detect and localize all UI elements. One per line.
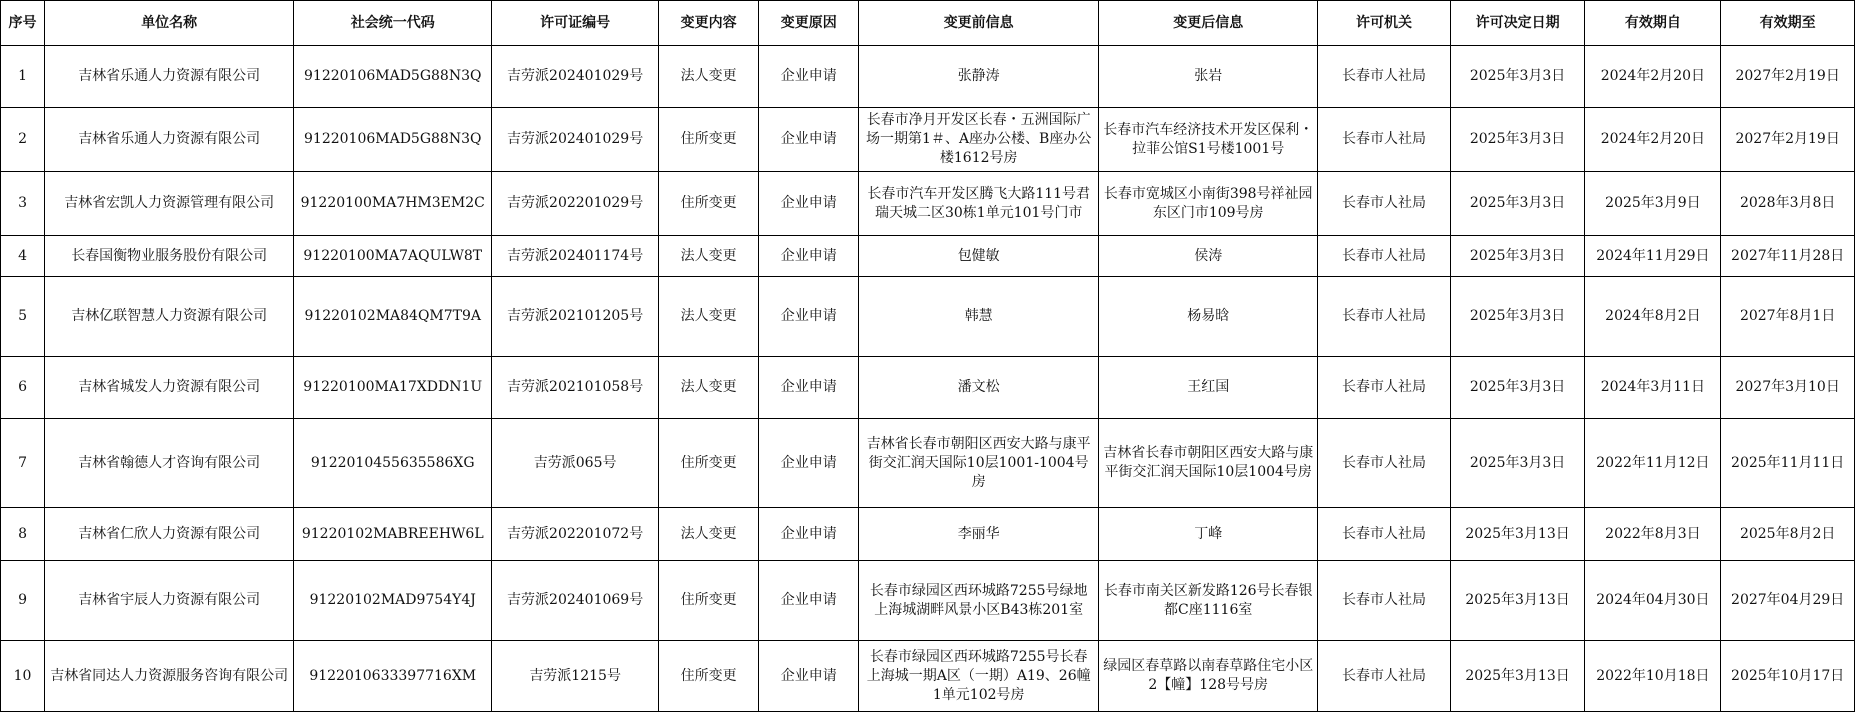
header-company-name: 单位名称 [45,1,294,46]
cell-decision-date: 2025年3月3日 [1450,277,1585,357]
cell-before-info: 包健敏 [859,236,1099,277]
cell-valid-from: 2024年2月20日 [1585,108,1721,172]
cell-license-number: 吉劳派202401174号 [492,236,659,277]
cell-after-info: 长春市宽城区小南街398号祥祉园东区门市109号房 [1099,172,1318,236]
table-row [1,46,1855,108]
cell-decision-date: 2025年3月3日 [1450,108,1585,172]
cell-change-reason: 企业申请 [759,419,859,508]
cell-change-reason: 企业申请 [759,357,859,419]
header-before-info: 变更前信息 [859,1,1099,46]
cell-decision-date: 2025年3月3日 [1450,419,1585,508]
header-row [1,1,1855,46]
cell-decision-date: 2025年3月13日 [1450,641,1585,712]
cell-credit-code: 91220102MAD9754Y4J [294,561,492,641]
cell-change-reason: 企业申请 [759,108,859,172]
cell-change-reason: 企业申请 [759,172,859,236]
header-after-info: 变更后信息 [1099,1,1318,46]
cell-valid-from: 2024年04月30日 [1585,561,1721,641]
cell-company-name: 吉林省乐通人力资源有限公司 [45,46,294,108]
cell-change-content: 住所变更 [659,419,759,508]
cell-company-name: 吉林省乐通人力资源有限公司 [45,108,294,172]
cell-valid-to: 2025年10月17日 [1721,641,1855,712]
cell-valid-from: 2024年3月11日 [1585,357,1721,419]
header-valid-to: 有效期至 [1721,1,1855,46]
table-row [1,236,1855,277]
table-row [1,508,1855,561]
cell-before-info: 吉林省长春市朝阳区西安大路与康平街交汇润天国际10层1001-1004号房 [859,419,1099,508]
cell-valid-to: 2025年11月11日 [1721,419,1855,508]
cell-change-content: 法人变更 [659,277,759,357]
cell-company-name: 吉林亿联智慧人力资源有限公司 [45,277,294,357]
cell-before-info: 张静涛 [859,46,1099,108]
cell-before-info: 长春市绿园区西环城路7255号长春上海城一期A区（一期）A19、26幢1单元102号房 [859,641,1099,712]
cell-decision-date: 2025年3月13日 [1450,508,1585,561]
cell-index: 7 [1,419,45,508]
table-row [1,277,1855,357]
cell-valid-to: 2027年11月28日 [1721,236,1855,277]
cell-decision-date: 2025年3月3日 [1450,172,1585,236]
cell-valid-to: 2028年3月8日 [1721,172,1855,236]
cell-valid-to: 2027年2月19日 [1721,46,1855,108]
cell-license-number: 吉劳派202101058号 [492,357,659,419]
cell-change-content: 住所变更 [659,108,759,172]
cell-authority: 长春市人社局 [1318,46,1450,108]
cell-after-info: 侯涛 [1099,236,1318,277]
cell-index: 6 [1,357,45,419]
cell-change-content: 法人变更 [659,508,759,561]
cell-valid-from: 2024年8月2日 [1585,277,1721,357]
table-row [1,357,1855,419]
cell-valid-from: 2024年11月29日 [1585,236,1721,277]
cell-company-name: 吉林省城发人力资源有限公司 [45,357,294,419]
cell-decision-date: 2025年3月3日 [1450,236,1585,277]
cell-after-info: 吉林省长春市朝阳区西安大路与康平街交汇润天国际10层1004号房 [1099,419,1318,508]
cell-index: 10 [1,641,45,712]
cell-change-content: 法人变更 [659,357,759,419]
header-valid-from: 有效期自 [1585,1,1721,46]
cell-index: 9 [1,561,45,641]
cell-change-content: 法人变更 [659,46,759,108]
cell-after-info: 杨易晗 [1099,277,1318,357]
cell-after-info: 王红国 [1099,357,1318,419]
header-credit-code: 社会统一代码 [294,1,492,46]
cell-credit-code: 91220100MA7AQULW8T [294,236,492,277]
header-decision-date: 许可决定日期 [1450,1,1585,46]
cell-credit-code: 91220100MA17XDDN1U [294,357,492,419]
cell-valid-to: 2025年8月2日 [1721,508,1855,561]
header-change-content: 变更内容 [659,1,759,46]
cell-valid-from: 2022年8月3日 [1585,508,1721,561]
table-row [1,108,1855,172]
cell-index: 1 [1,46,45,108]
cell-credit-code: 91220100MA7HM3EM2C [294,172,492,236]
cell-change-reason: 企业申请 [759,46,859,108]
cell-license-number: 吉劳派202401029号 [492,46,659,108]
cell-company-name: 吉林省宇辰人力资源有限公司 [45,561,294,641]
cell-credit-code: 9122010455635586XG [294,419,492,508]
cell-license-number: 吉劳派202401029号 [492,108,659,172]
cell-valid-from: 2022年10月18日 [1585,641,1721,712]
cell-company-name: 长春国衡物业服务股份有限公司 [45,236,294,277]
cell-index: 8 [1,508,45,561]
cell-license-number: 吉劳派1215号 [492,641,659,712]
cell-authority: 长春市人社局 [1318,277,1450,357]
cell-authority: 长春市人社局 [1318,641,1450,712]
cell-change-content: 住所变更 [659,561,759,641]
cell-before-info: 长春市汽车开发区腾飞大路111号君瑞天城二区30栋1单元101号门市 [859,172,1099,236]
cell-valid-to: 2027年04月29日 [1721,561,1855,641]
cell-license-number: 吉劳派202201029号 [492,172,659,236]
cell-authority: 长春市人社局 [1318,172,1450,236]
cell-after-info: 张岩 [1099,46,1318,108]
cell-credit-code: 91220106MAD5G88N3Q [294,108,492,172]
cell-authority: 长春市人社局 [1318,108,1450,172]
cell-valid-from: 2025年3月9日 [1585,172,1721,236]
cell-after-info: 长春市汽车经济技术开发区保利・拉菲公馆S1号楼1001号 [1099,108,1318,172]
table-row [1,419,1855,508]
cell-authority: 长春市人社局 [1318,508,1450,561]
cell-valid-to: 2027年3月10日 [1721,357,1855,419]
cell-decision-date: 2025年3月3日 [1450,357,1585,419]
cell-change-reason: 企业申请 [759,277,859,357]
cell-after-info: 丁峰 [1099,508,1318,561]
table-row [1,561,1855,641]
cell-before-info: 韩慧 [859,277,1099,357]
cell-decision-date: 2025年3月3日 [1450,46,1585,108]
cell-authority: 长春市人社局 [1318,236,1450,277]
cell-license-number: 吉劳派202401069号 [492,561,659,641]
cell-valid-from: 2022年11月12日 [1585,419,1721,508]
cell-change-content: 法人变更 [659,236,759,277]
cell-index: 5 [1,277,45,357]
cell-credit-code: 91220106MAD5G88N3Q [294,46,492,108]
header-change-reason: 变更原因 [759,1,859,46]
cell-credit-code: 91220102MA84QM7T9A [294,277,492,357]
cell-change-reason: 企业申请 [759,236,859,277]
cell-change-content: 住所变更 [659,641,759,712]
cell-decision-date: 2025年3月13日 [1450,561,1585,641]
cell-credit-code: 91220102MABREEHW6L [294,508,492,561]
cell-before-info: 长春市绿园区西环城路7255号绿地上海城湖畔风景小区B43栋201室 [859,561,1099,641]
cell-change-reason: 企业申请 [759,561,859,641]
cell-before-info: 潘文松 [859,357,1099,419]
cell-valid-to: 2027年8月1日 [1721,277,1855,357]
cell-company-name: 吉林省翰德人才咨询有限公司 [45,419,294,508]
cell-index: 3 [1,172,45,236]
cell-valid-to: 2027年2月19日 [1721,108,1855,172]
table-row [1,172,1855,236]
cell-before-info: 李丽华 [859,508,1099,561]
header-authority: 许可机关 [1318,1,1450,46]
cell-change-reason: 企业申请 [759,508,859,561]
cell-company-name: 吉林省仁欣人力资源有限公司 [45,508,294,561]
table-row [1,641,1855,712]
cell-change-reason: 企业申请 [759,641,859,712]
cell-company-name: 吉林省宏凯人力资源管理有限公司 [45,172,294,236]
cell-index: 2 [1,108,45,172]
cell-license-number: 吉劳派202201072号 [492,508,659,561]
cell-before-info: 长春市净月开发区长春・五洲国际广场一期第1＃、A座办公楼、B座办公楼1612号房 [859,108,1099,172]
cell-index: 4 [1,236,45,277]
cell-company-name: 吉林省同达人力资源服务咨询有限公司 [45,641,294,712]
cell-after-info: 长春市南关区新发路126号长春银都C座1116室 [1099,561,1318,641]
cell-credit-code: 9122010633397716XM [294,641,492,712]
header-license-number: 许可证编号 [492,1,659,46]
cell-authority: 长春市人社局 [1318,561,1450,641]
cell-authority: 长春市人社局 [1318,419,1450,508]
cell-after-info: 绿园区春草路以南春草路住宅小区2【幢】128号号房 [1099,641,1318,712]
cell-license-number: 吉劳派202101205号 [492,277,659,357]
cell-change-content: 住所变更 [659,172,759,236]
header-index: 序号 [1,1,45,46]
cell-valid-from: 2024年2月20日 [1585,46,1721,108]
cell-license-number: 吉劳派065号 [492,419,659,508]
cell-authority: 长春市人社局 [1318,357,1450,419]
